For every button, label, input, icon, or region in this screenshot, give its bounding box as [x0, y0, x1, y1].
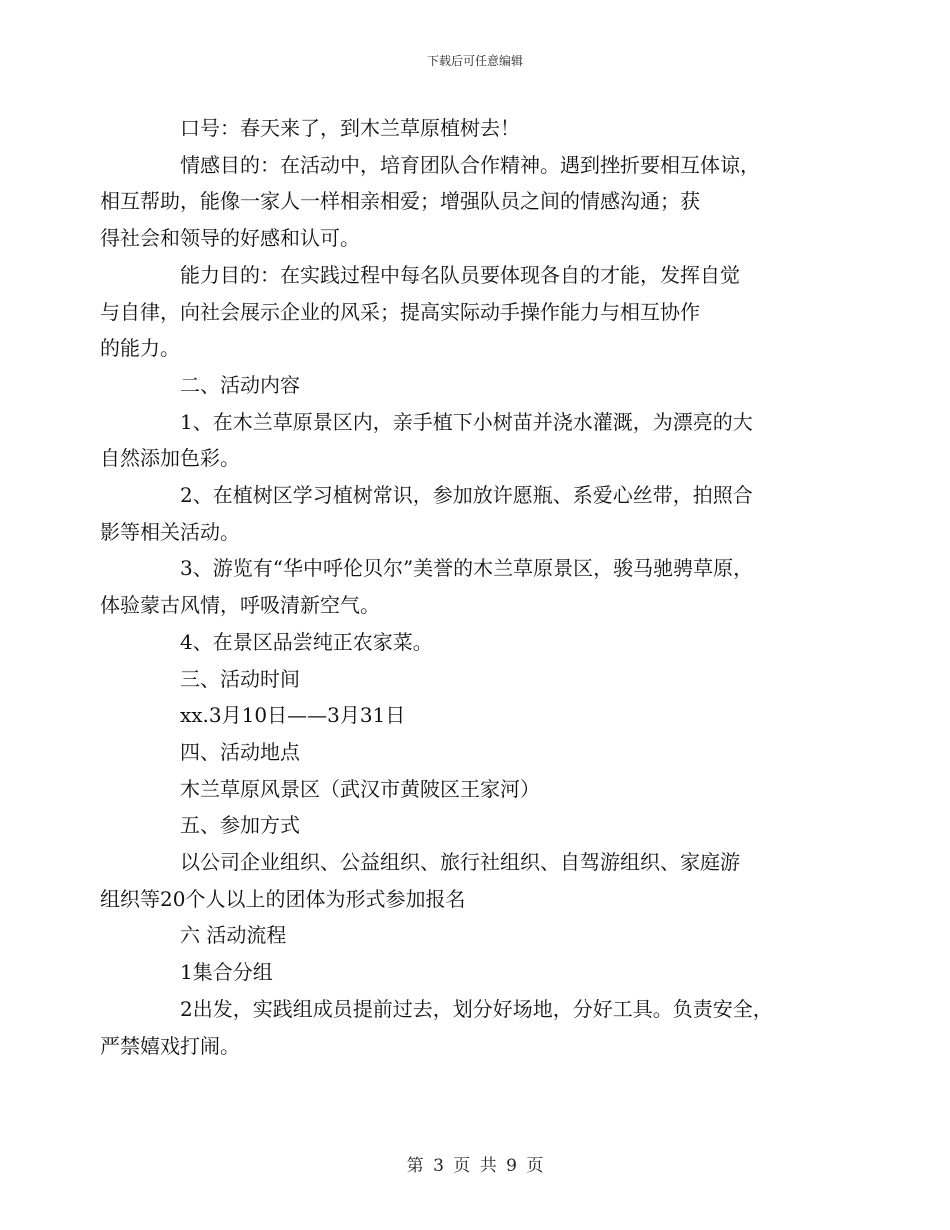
text-line: 六 活动流程	[180, 923, 287, 948]
text-line: 1集合分组	[180, 960, 273, 985]
text-line: 得社会和领导的好感和认可。	[100, 226, 360, 251]
text-line: xx.3月10日——3月31日	[180, 703, 406, 728]
text-line: 四、活动地点	[180, 739, 300, 764]
text-line: 的能力。	[100, 336, 180, 361]
paragraph	[140, 110, 812, 147]
text-line: 相互帮助，能像一家人一样相亲相爱；增强队员之间的情感沟通；获	[100, 189, 700, 214]
text-line: 1、在木兰草原景区内，亲手植下小树苗并浇水灌溉，为漂亮的大	[180, 409, 753, 434]
text-line: 五、参加方式	[180, 813, 300, 838]
paragraph	[100, 991, 812, 1064]
text-line: 2、在植树区学习植树常识，参加放许愿瓶、系爱心丝带，拍照合	[180, 483, 753, 508]
text-line: 2出发，实践组成员提前过去，划分好场地，分好工具。负责安全，	[180, 996, 773, 1021]
text-line: 组织等20个人以上的团体为形式参加报名	[100, 886, 466, 911]
text-line: 二、活动内容	[180, 372, 300, 397]
text-line: 能力目的：在实践过程中每名队员要体现各自的才能，发挥自觉	[180, 262, 740, 287]
paragraph	[140, 771, 812, 808]
text-line: 3、游览有“华中呼伦贝尔”美誉的木兰草原景区，骏马驰骋草原，	[180, 556, 754, 581]
text-line: 体验蒙古风情，呼吸清新空气。	[100, 593, 380, 618]
paragraph	[100, 550, 812, 623]
text-line: 与自律，向社会展示企业的风采；提高实际动手操作能力与相互协作	[100, 299, 700, 324]
paragraph	[140, 807, 812, 844]
page-header: 下载后可任意编辑	[426, 54, 523, 68]
paragraph	[100, 404, 812, 477]
text-line: 情感目的：在活动中，培育团队合作精神。遇到挫折要相互体谅，	[180, 152, 760, 177]
text-line: 木兰草原风景区（武汉市黄陂区王家河）	[180, 776, 540, 801]
paragraph	[140, 954, 812, 991]
paragraph	[140, 917, 812, 954]
paragraph	[140, 661, 812, 698]
paragraph	[140, 367, 812, 404]
paragraph	[140, 734, 812, 771]
paragraph	[100, 477, 812, 550]
text-line: 口号：春天来了，到木兰草原植树去！	[180, 116, 520, 140]
text-line: 三、活动时间	[180, 666, 300, 691]
paragraph	[100, 147, 812, 257]
text-line: 4、在景区品尝纯正农家菜。	[180, 629, 433, 654]
text-line: 以公司企业组织、公益组织、旅行社组织、自驾游组织、家庭游	[180, 850, 740, 875]
text-line: 自然添加色彩。	[100, 446, 240, 471]
page-number-footer: 第 3 页 共 9 页	[406, 1156, 544, 1176]
paragraph	[140, 624, 812, 661]
paragraph	[140, 697, 812, 734]
paragraph	[100, 257, 812, 367]
paragraph	[100, 844, 812, 917]
text-line: 严禁嬉戏打闹。	[100, 1033, 240, 1058]
document-body	[100, 110, 812, 1064]
text-line: 影等相关活动。	[100, 519, 240, 544]
